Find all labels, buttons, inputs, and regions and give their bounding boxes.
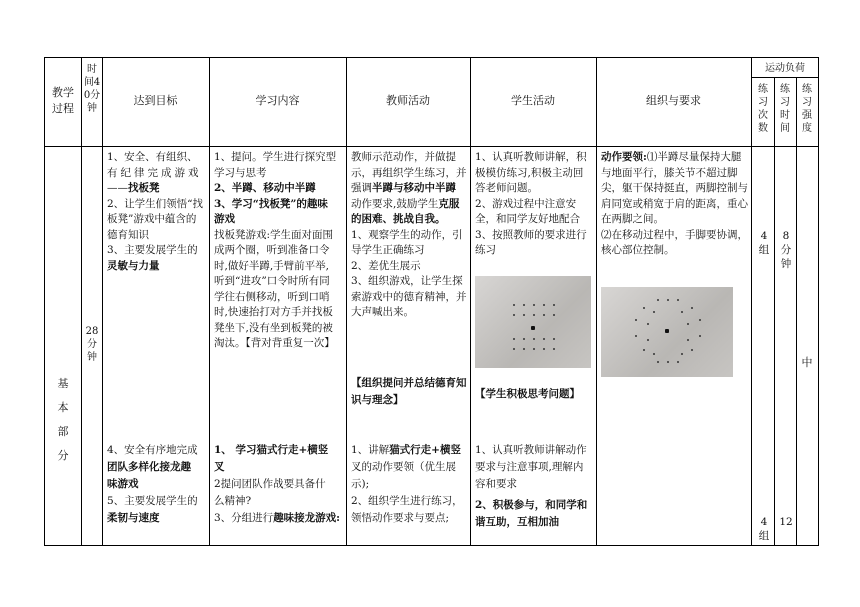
lesson-table: [44, 57, 819, 546]
formation-marker: [667, 299, 669, 301]
formation-marker: [699, 335, 701, 337]
formation-marker: [643, 349, 645, 351]
header-student: 学生活动: [511, 94, 555, 107]
formation-marker: [523, 314, 525, 316]
formation-marker: [635, 335, 637, 337]
formation-marker: [553, 338, 555, 340]
col-line: [209, 57, 210, 546]
header-load-intensity: 练习强度: [802, 84, 812, 134]
teacher-text-1: 教师示范动作，并做提 示，再组织学生练习，并 强调半蹲与移动中半蹲 动作要求,鼓励学生克服 的困难、挑战自我。 1、观察学生的动作，引 导学生正确练习 2、差优生展示 3、组织游戏，让学生探 索游戏中的德育精神，并 大声喊出来。: [351, 151, 467, 318]
header-organization: 组织与要求: [646, 94, 701, 107]
content-text-2: 1、 学习猫式行走+横竖 叉 2提问团队作战要具备什 么精神? 3、分组进行趣味接龙游戏:: [214, 444, 341, 524]
header-time: 时间40分钟: [83, 64, 101, 114]
load-time-2: 12: [779, 516, 793, 528]
header-goal: 达到目标: [133, 94, 178, 107]
content-text-1: 1、提问。学生进行探究型 学习与思考 2、半蹲、移动中半蹲 3、学习“找板凳”的趣味 游戏 找板凳游戏:学生面对面围 成两个圈，听到准备口令 时,做好半蹲,手臂前平举, 听到“进攻”口令时所有同 学往右侧移动，听到口哨 时,快速抬打对方手并找板 凳坐下,没有坐到板凳的被 淘汰。【背对背重复一次】: [214, 151, 337, 349]
formation-marker: [653, 311, 655, 313]
col-line: [774, 77, 775, 546]
student-bold-note: 【学生积极思考问题】: [475, 388, 580, 400]
formation-marker: [687, 323, 689, 325]
student-text-1: 1、认真听教师讲解，积 极模仿练习,积极主动回 答老师问题。 2、游戏过程中注意安 全，和同学友好地配合 3、按照教师的要求进行 练习: [475, 151, 587, 256]
formation-marker: [681, 311, 683, 313]
formation-photo-2: [601, 287, 733, 377]
col-line: [596, 57, 597, 546]
header-load-time: 练习时间: [780, 84, 790, 134]
formation-marker: [533, 314, 535, 316]
header-teacher: 教师活动: [386, 94, 430, 107]
goal-text-1: 1、安全、有组织、 有纪律完成游戏 ——找板凳 2、让学生们领悟“找 板凳”游戏中蕴含的 德育知识 3、主要发展学生的 灵敏与力量: [107, 151, 204, 272]
formation-marker: [513, 304, 515, 306]
formation-marker: [533, 338, 535, 340]
formation-marker: [533, 304, 535, 306]
formation-marker: [513, 314, 515, 316]
formation-marker: [657, 361, 659, 363]
formation-marker: [687, 339, 689, 341]
formation-marker: [643, 307, 645, 309]
formation-marker: [667, 361, 669, 363]
header-divider: [44, 146, 819, 147]
table-border-bottom: [44, 545, 819, 546]
col-line: [81, 57, 82, 546]
header-content: 学习内容: [255, 94, 300, 107]
teacher-text-2: 1、讲解猫式行走+横竖 叉的动作要领（优生展 示); 2、组织学生进行练习， 领悟动作要求与要点;: [351, 444, 463, 524]
col-line: [470, 57, 471, 546]
formation-marker: [699, 319, 701, 321]
load-count-2: 4组: [758, 516, 770, 542]
formation-marker: [513, 338, 515, 340]
formation-marker: [553, 304, 555, 306]
student-text-2: 1、认真听教师讲解动作 要求与注意事项,理解内 容和要求 2、积极参与，和同学和 谐互助，互相加油: [475, 444, 588, 528]
formation-marker: [553, 314, 555, 316]
section-time: 28分钟: [85, 326, 99, 363]
formation-marker: [533, 348, 535, 350]
org-text-1: 动作要领:⑴半蹲尽量保持大腿 与地面平行，膝关节不超过脚 尖，躯干保持挺直，两脚控制与 肩同宽或稍宽于肩的距离，重心 在两脚之间。 ⑵在移动过程中，手脚要协调， 核心部位控制。: [601, 151, 748, 256]
load-count-1: 4组: [758, 230, 770, 256]
table-border-top: [44, 57, 819, 58]
formation-marker: [647, 339, 649, 341]
intensity-value: 中: [801, 356, 813, 369]
col-line: [102, 57, 103, 546]
col-line: [796, 77, 797, 546]
header-load: 运动负荷: [765, 63, 805, 74]
formation-marker: [677, 299, 679, 301]
formation-marker: [691, 349, 693, 351]
formation-photo-1: [475, 276, 591, 368]
formation-marker: [553, 348, 555, 350]
load-time-1: 8分钟: [780, 230, 792, 270]
formation-marker: [635, 319, 637, 321]
formation-marker: [531, 326, 535, 330]
formation-marker: [677, 361, 679, 363]
load-divider: [751, 77, 819, 78]
teacher-bold-note: 【组织提问并总结德育知识与理念】: [351, 377, 467, 406]
formation-marker: [523, 348, 525, 350]
formation-marker: [647, 323, 649, 325]
formation-marker: [543, 304, 545, 306]
formation-marker: [653, 353, 655, 355]
col-line: [44, 57, 45, 546]
section-name: 基本部分: [57, 377, 69, 462]
formation-marker: [681, 353, 683, 355]
header-load-count: 练习次数: [758, 84, 768, 134]
formation-marker: [543, 348, 545, 350]
col-line: [346, 57, 347, 546]
formation-marker: [523, 304, 525, 306]
formation-marker: [657, 299, 659, 301]
header-process: 教学过程: [52, 86, 74, 115]
formation-marker: [543, 314, 545, 316]
formation-marker: [665, 329, 669, 333]
formation-marker: [543, 338, 545, 340]
col-line: [818, 57, 819, 546]
formation-marker: [691, 307, 693, 309]
formation-marker: [513, 348, 515, 350]
goal-text-2: 4、安全有序地完成 团队多样化接龙趣 味游戏 5、主要发展学生的 柔韧与速度: [107, 444, 198, 524]
formation-marker: [523, 338, 525, 340]
col-line: [751, 57, 752, 546]
